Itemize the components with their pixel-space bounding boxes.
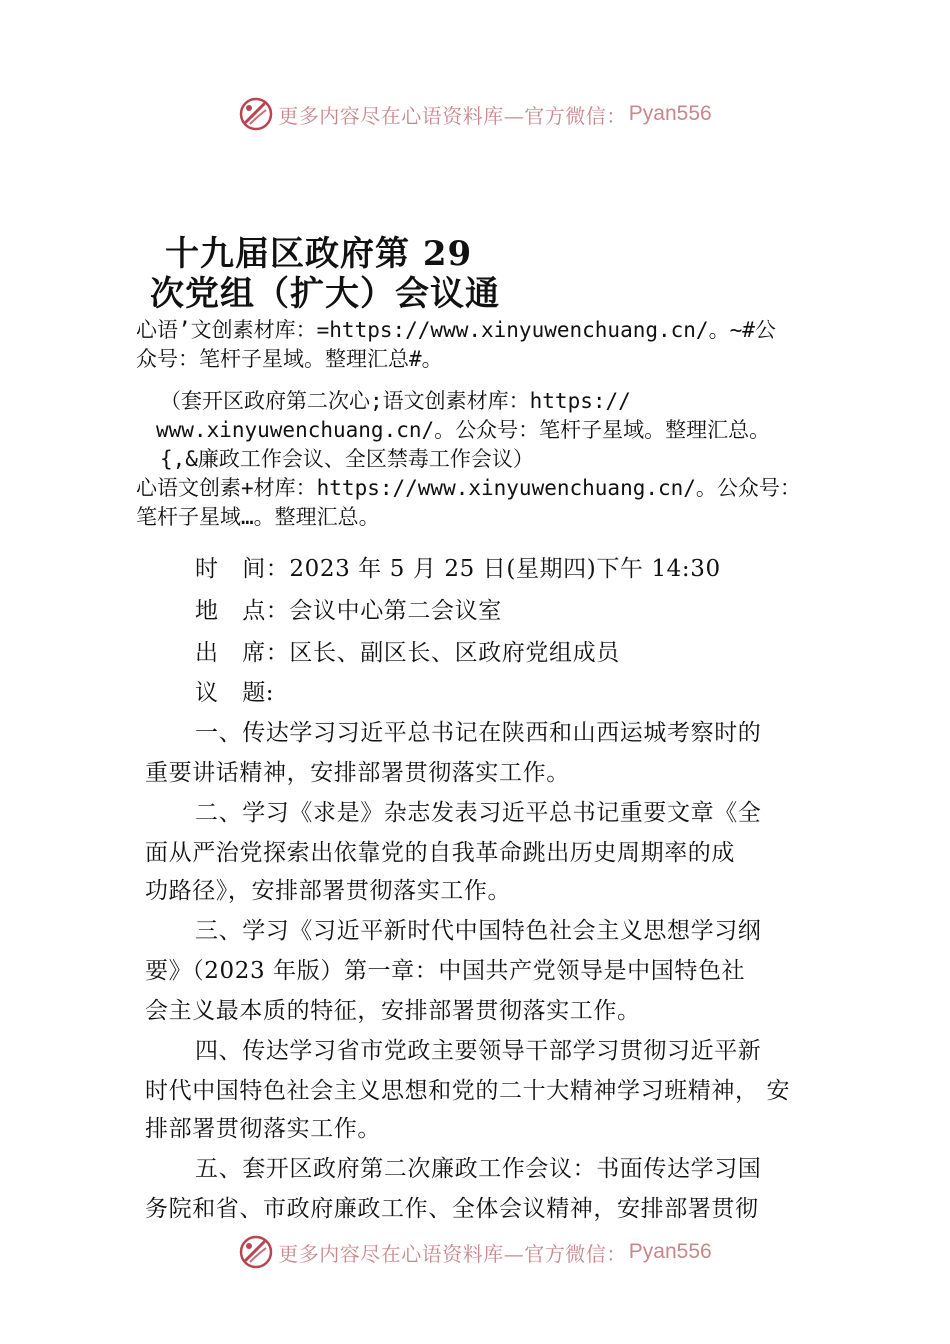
meeting-time: 时 间：2023 年 5 月 25 日(星期四)下午 14:30 — [195, 556, 721, 582]
pen-logo-icon — [238, 1234, 274, 1270]
spam-line-7: 笔杆子星域…。整理汇总。 — [136, 505, 380, 529]
banner-wechat-id: Pyan556 — [628, 102, 712, 125]
meeting-topics-label: 议 题: — [195, 680, 275, 706]
agenda-line: 五、套开区政府第二次廉政工作会议：书面传达学习国 — [195, 1156, 762, 1182]
agenda-line: 面从严治党探索出依靠党的自我革命跳出历史周期率的成 — [145, 840, 735, 866]
document-title-line-2: 次党组（扩大）会议通 — [150, 274, 500, 314]
agenda-line: 一、传达学习习近平总书记在陕西和山西运城考察时的 — [195, 720, 762, 746]
pen-logo-icon — [238, 96, 274, 132]
spam-line-1: 心语’文创素材库：=https://www.xinyuwenchuang.cn/。~#公 — [136, 318, 776, 342]
spam-line-5: {,&廉政工作会议、全区禁毒工作会议） — [160, 447, 534, 471]
meeting-place: 地 点：会议中心第二会议室 — [195, 598, 502, 624]
footer-watermark-banner — [0, 1232, 950, 1272]
spam-line-4: www.xinyuwenchuang.cn/。公众号：笔杆子星域。整理汇总。 — [156, 418, 771, 442]
spam-line-6: 心语文创素+材库：https://www.xinyuwenchuang.cn/。公众号： — [136, 476, 801, 500]
spam-line-3: （套开区政府第二次心;语文创素材库：https:// — [160, 389, 631, 413]
agenda-line: 会主义最本质的特征，安排部署贯彻落实工作。 — [145, 998, 641, 1024]
banner-text: 更多内容尽在心语资料库—官方微信： — [278, 1241, 627, 1266]
agenda-line: 二、学习《求是》杂志发表习近平总书记重要文章《全 — [195, 800, 762, 826]
document-title-line-1: 十九届区政府第 29 — [165, 234, 473, 274]
spam-line-2: 众号：笔杆子星域。整理汇总#。 — [136, 347, 443, 371]
agenda-line: 务院和省、市政府廉政工作、全体会议精神，安排部署贯彻 — [145, 1196, 759, 1222]
banner-wechat-id: Pyan556 — [628, 1240, 712, 1263]
agenda-line: 要》（2023 年版）第一章：中国共产党领导是中国特色社 — [145, 958, 746, 984]
agenda-line: 功路径》，安排部署贯彻落实工作。 — [145, 878, 512, 904]
meeting-attendees: 出 席：区长、副区长、区政府党组成员 — [195, 640, 620, 666]
agenda-line: 时代中国特色社会主义思想和党的二十大精神学习班精神， 安 — [145, 1078, 791, 1104]
agenda-line: 四、传达学习省市党政主要领导干部学习贯彻习近平新 — [195, 1038, 762, 1064]
banner-text: 更多内容尽在心语资料库—官方微信： — [278, 103, 627, 128]
agenda-line: 三、学习《习近平新时代中国特色社会主义思想学习纲 — [195, 918, 762, 944]
header-watermark-banner — [0, 94, 950, 134]
agenda-line: 排部署贯彻落实工作。 — [145, 1116, 381, 1142]
agenda-line: 重要讲话精神，安排部署贯彻落实工作。 — [145, 760, 570, 786]
